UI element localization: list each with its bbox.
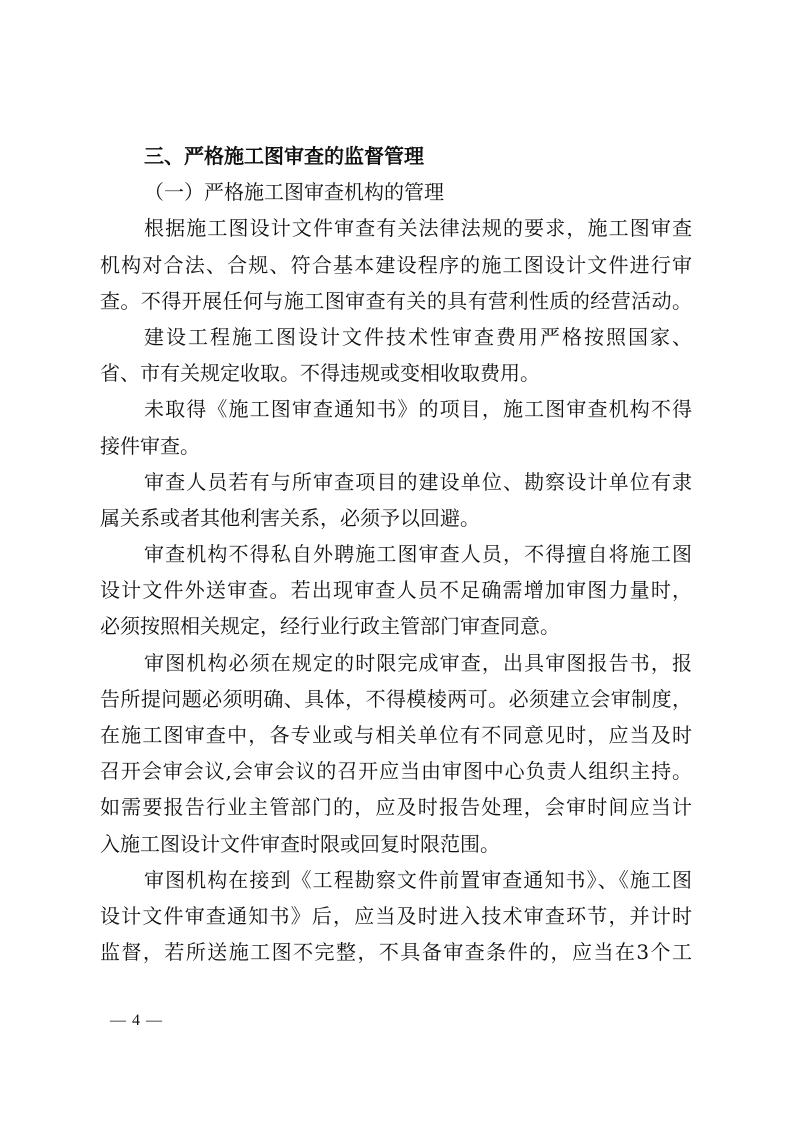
paragraph-line: 接件审查。 xyxy=(100,433,200,458)
section-heading: 三、严格施工图审查的监督管理 xyxy=(144,144,424,168)
paragraph-line: 审图机构在接到《工程勘察文件前置审查通知书》、《施工图 xyxy=(144,867,692,892)
paragraph-line: 审图机构必须在规定的时限完成审查，出具审图报告书，报 xyxy=(144,650,692,675)
paragraph-line: 未取得《施工图审查通知书》的项目，施工图审查机构不得 xyxy=(144,397,692,422)
page-number: — 4 — xyxy=(110,1012,163,1029)
paragraph-line: 属关系或者其他利害关系，必须予以回避。 xyxy=(100,505,480,530)
paragraph-line: 如需要报告行业主管部门的，应及时报告处理，会审时间应当计 xyxy=(100,795,692,820)
paragraph-line: 在施工图审查中，各专业或与相关单位有不同意见时，应当及时 xyxy=(100,723,692,747)
paragraph-line: 省、市有关规定收取。不得违规或变相收取费用。 xyxy=(100,361,540,386)
paragraph-line: 入施工图设计文件审查时限或回复时限范围。 xyxy=(100,831,500,856)
paragraph-line: 查。不得开展任何与施工图审查有关的具有营利性质的经营活动。 xyxy=(100,288,692,313)
paragraph-line: 建设工程施工图设计文件技术性审查费用严格按照国家、 xyxy=(144,324,692,349)
paragraph-line: 必须按照相关规定，经行业行政主管部门审查同意。 xyxy=(100,614,560,639)
paragraph-line: 设计文件审查通知书》后，应当及时进入技术审查环节，并计时 xyxy=(100,903,692,928)
document-body xyxy=(100,138,692,970)
paragraph-line: 审查机构不得私自外聘施工图审查人员，不得擅自将施工图 xyxy=(144,542,692,567)
paragraph-line: 设计文件外送审查。若出现审查人员不足确需增加审图力量时， xyxy=(100,578,692,603)
paragraph-line: 审查人员若有与所审查项目的建设单位、勘察设计单位有隶 xyxy=(144,469,692,494)
paragraph-line: 机构对合法、合规、符合基本建设程序的施工图设计文件进行审 xyxy=(100,252,692,277)
paragraph-line: 召开会审会议,会审会议的召开应当由审图中心负责人组织主持。 xyxy=(100,759,692,784)
paragraph-line: 告所提问题必须明确、具体，不得模棱两可。必须建立会审制度， xyxy=(100,686,692,711)
paragraph-line: 监督，若所送施工图不完整，不具备审查条件的，应当在3个工 xyxy=(100,940,692,965)
paragraph-line: 根据施工图设计文件审查有关法律法规的要求，施工图审查 xyxy=(144,216,692,241)
subsection-heading: （一）严格施工图审查机构的管理 xyxy=(144,180,444,205)
